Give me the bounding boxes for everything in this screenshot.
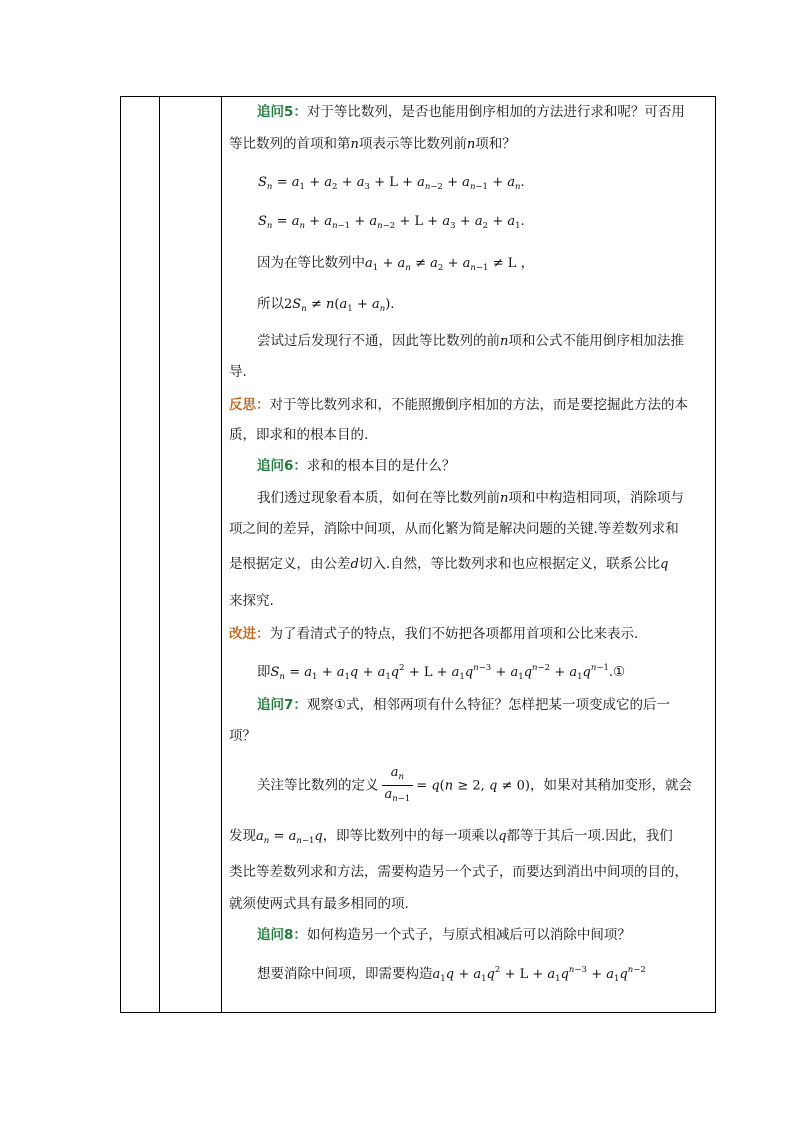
followup-5: 追问5：对于等比数列，是否也能用倒序相加的方法进行求和呢？可否用 [257,104,685,120]
paragraph-6-line2: 项之间的差异，消除中间项，从而化繁为简是解决问题的关键.等差数列求和 [229,521,679,537]
followup-8: 追问8：如何构造另一个式子，与原式相减后可以消除中间项？ [257,927,631,943]
equation-1: 即$S_n = a_1 + a_1q + a_1q^2 + L + a_1q^{n-3} + a_1q^{n-2}$ + $a_1q^{n-1}.①$ [257,663,626,682]
paragraph-6-line3: 是根据定义，由公差d切入.自然，等比数列求和也应根据定义，联系公比q [229,556,669,572]
ratio-fraction: $\frac{a_n}{a_{n-1}}$ [382,764,414,807]
try-paragraph: 尝试过后发现行不通，因此等比数列的前n项和公式不能用倒序相加法推 [257,333,684,349]
lesson-table [120,96,716,1013]
paragraph-6-line4: 来探究. [229,593,274,609]
paragraph-7: 关注等比数列的定义 $\frac{a_n}{a_{n-1}}$ = q(n ≥ 2, q ≠ 0)，如果对其稍加变形，就会 [257,764,707,807]
equation-sum-reverse: $S_n = a_n + a_{n-1} + a_{n-2} + L + a_3 + a_2 + a_1$. [258,214,525,231]
paragraph-7-line4: 就须使两式具有最多相同的项. [229,896,409,912]
improvement: 改进：为了看清式子的特点，我们不妨把各项都用首项和公比来表示. [229,626,639,642]
inequality-line: 因为在等比数列中$a_1 + a_n \ne a_2 + a_{n-1} \ne L$ ， [257,255,535,273]
paragraph-8: 想要消除中间项，即需要构造$a_1q + a_1q^2 + L + a_1q^{n-3} + a_1q^{n-2}$ [257,965,646,984]
followup-5-cont: 等比数列的首项和第n项表示等比数列前n项和？ [229,136,516,152]
reflection-cont: 质，即求和的根本目的. [229,427,369,443]
conclusion-line: 所以$2S_n \ne n(a_1 + a_n)$. [257,296,395,314]
content-cell [222,97,715,1012]
try-paragraph-cont: 导. [229,364,247,380]
paragraph-7-line2: 发现$a_n = a_{n-1}q$，即等比数列中的每一项乘以q都等于其后一项.因此，我们 [229,828,673,846]
followup-6: 追问6：求和的根本目的是什么？ [257,458,456,474]
paragraph-6: 我们透过现象看本质，如何在等比数列前n项和中构造相同项，消除项与 [257,490,684,506]
paragraph-7-line3: 类比等差数列求和方法，需要构造另一个式子，而要达到消出中间项的目的， [229,864,688,880]
reflection: 反思：对于等比数列求和，不能照搬倒序相加的方法，而是要挖掘此方法的本 [229,397,688,413]
followup-7: 追问7：观察①式，相邻两项有什么特征？怎样把某一项变成它的后一 [257,697,671,713]
followup-7-cont: 项？ [229,728,256,744]
column-divider-1 [159,97,160,1012]
equation-sum-forward: $S_n = a_1 + a_2 + a_3 + L + a_{n-2} + a_{n-1} + a_n$. [258,175,525,192]
